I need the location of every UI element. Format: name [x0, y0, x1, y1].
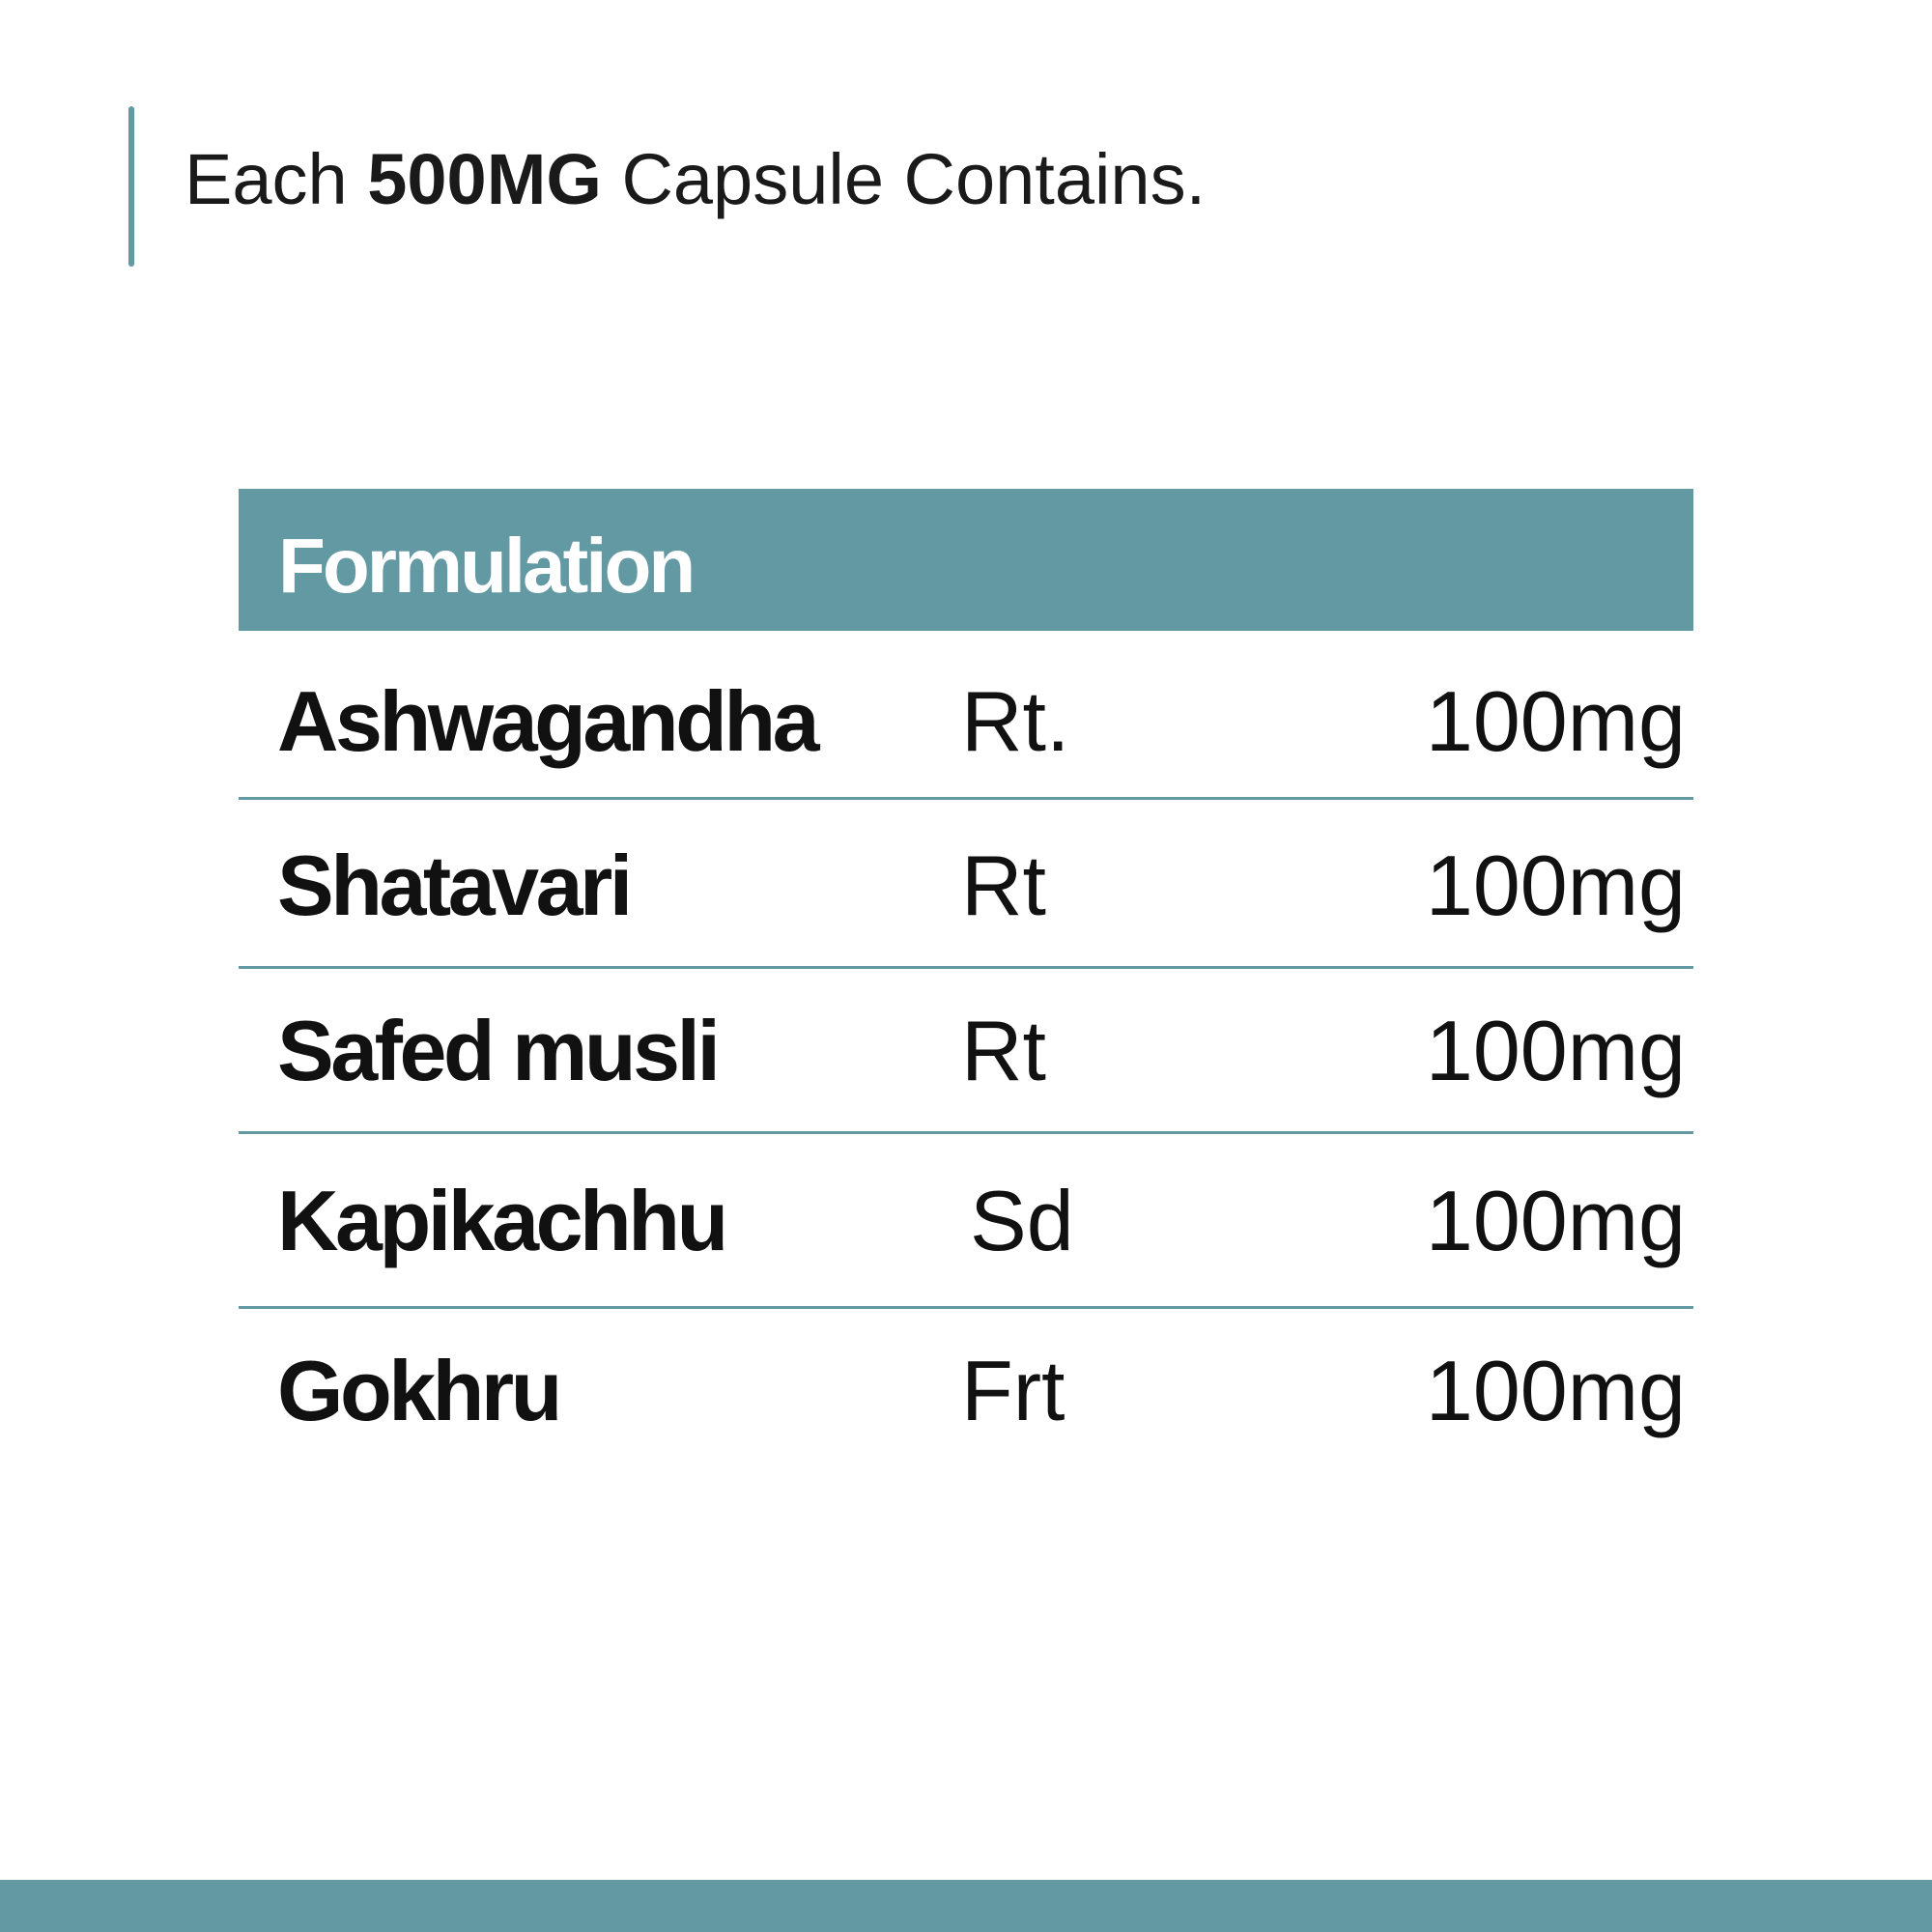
ingredient-name: Safed musli — [277, 1003, 718, 1098]
title-prefix: Each — [185, 139, 368, 219]
ingredient-name: Shatavari — [277, 838, 630, 933]
ingredient-amount: 100mg — [1425, 673, 1686, 769]
row-divider — [239, 1306, 1693, 1309]
ingredient-part: Rt. — [961, 673, 1070, 769]
table-header — [239, 489, 1693, 631]
row-divider — [239, 797, 1693, 800]
table-row — [239, 838, 1693, 933]
title-suffix: Capsule Contains. — [601, 139, 1207, 219]
ingredient-part: Rt — [961, 1003, 1046, 1098]
ingredient-name: Ashwagandha — [277, 673, 817, 769]
ingredient-part: Rt — [961, 838, 1046, 933]
row-divider — [239, 966, 1693, 969]
ingredient-amount: 100mg — [1425, 1003, 1686, 1098]
ingredient-name: Gokhru — [277, 1343, 559, 1438]
ingredient-part: Frt — [961, 1343, 1065, 1438]
ingredient-part: Sd — [970, 1173, 1074, 1268]
title-accent-bar — [128, 106, 134, 267]
table-row — [239, 673, 1693, 769]
table-row — [239, 1173, 1693, 1268]
title-dose: 500MG — [367, 139, 602, 219]
ingredient-amount: 100mg — [1425, 838, 1686, 933]
page-title — [185, 139, 1207, 219]
ingredient-amount: 100mg — [1425, 1343, 1686, 1438]
ingredient-name: Kapikachhu — [277, 1173, 725, 1268]
ingredient-amount: 100mg — [1425, 1173, 1686, 1268]
table-row — [239, 1343, 1693, 1438]
footer-bar — [0, 1880, 1932, 1932]
table-header-label: Formulation — [278, 523, 694, 609]
row-divider — [239, 1131, 1693, 1134]
table-row — [239, 1003, 1693, 1098]
